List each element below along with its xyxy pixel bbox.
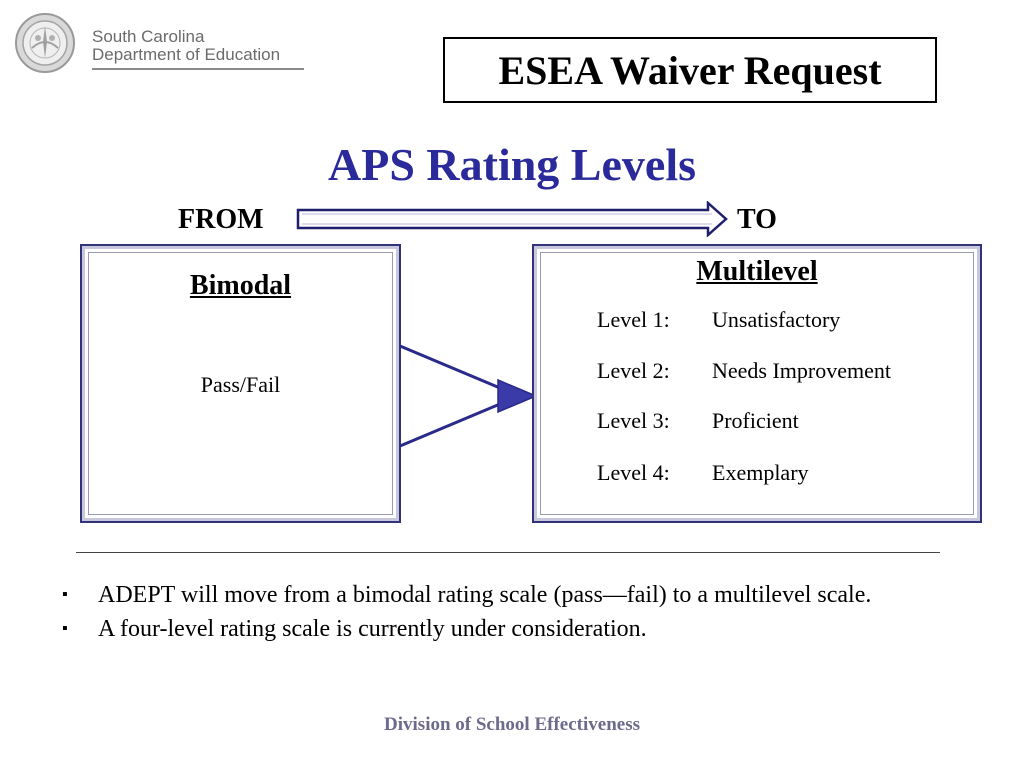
level-item <box>597 460 809 486</box>
level-item <box>597 408 799 434</box>
bullet-text: ADEPT will move from a bimodal rating scale (pass—fail) to a multilevel scale. <box>98 582 872 608</box>
level-number: Level 3: <box>597 408 670 433</box>
logo-underline <box>92 68 304 70</box>
from-to-arrow-icon <box>292 201 732 237</box>
bullet-item <box>62 614 962 644</box>
bimodal-title: Bimodal <box>189 270 292 301</box>
org-name-line1: South Carolina <box>92 27 205 46</box>
level-number: Level 1: <box>597 307 670 332</box>
bullet-text: A four-level rating scale is currently under consideration. <box>98 616 647 642</box>
level-item <box>597 307 840 333</box>
bullet-list <box>62 580 962 648</box>
transition-arrow-icon <box>398 340 540 452</box>
footer-division-name: Division of School Effectiveness <box>384 714 640 735</box>
level-text: Proficient <box>712 408 799 433</box>
level-number: Level 4: <box>597 460 670 485</box>
to-label: TO <box>737 204 777 235</box>
bullet-marker-icon: ▪ <box>62 586 68 603</box>
state-seal-icon <box>14 12 76 74</box>
level-item <box>597 358 891 384</box>
bimodal-body: Pass/Fail <box>200 372 281 397</box>
level-text: Needs Improvement <box>712 358 891 383</box>
org-name-line2: Department of Education <box>92 45 281 64</box>
multilevel-title: Multilevel <box>696 256 818 287</box>
level-text: Unsatisfactory <box>712 307 841 332</box>
slide-title-box: ESEA Waiver Request <box>443 37 937 103</box>
section-divider <box>76 552 940 553</box>
from-label: FROM <box>178 204 264 235</box>
level-number: Level 2: <box>597 358 670 383</box>
bullet-item <box>62 580 962 610</box>
slide-heading: APS Rating Levels <box>328 139 696 190</box>
sc-education-logo <box>14 12 314 78</box>
bullet-marker-icon: ▪ <box>62 620 68 637</box>
level-text: Exemplary <box>712 460 809 485</box>
